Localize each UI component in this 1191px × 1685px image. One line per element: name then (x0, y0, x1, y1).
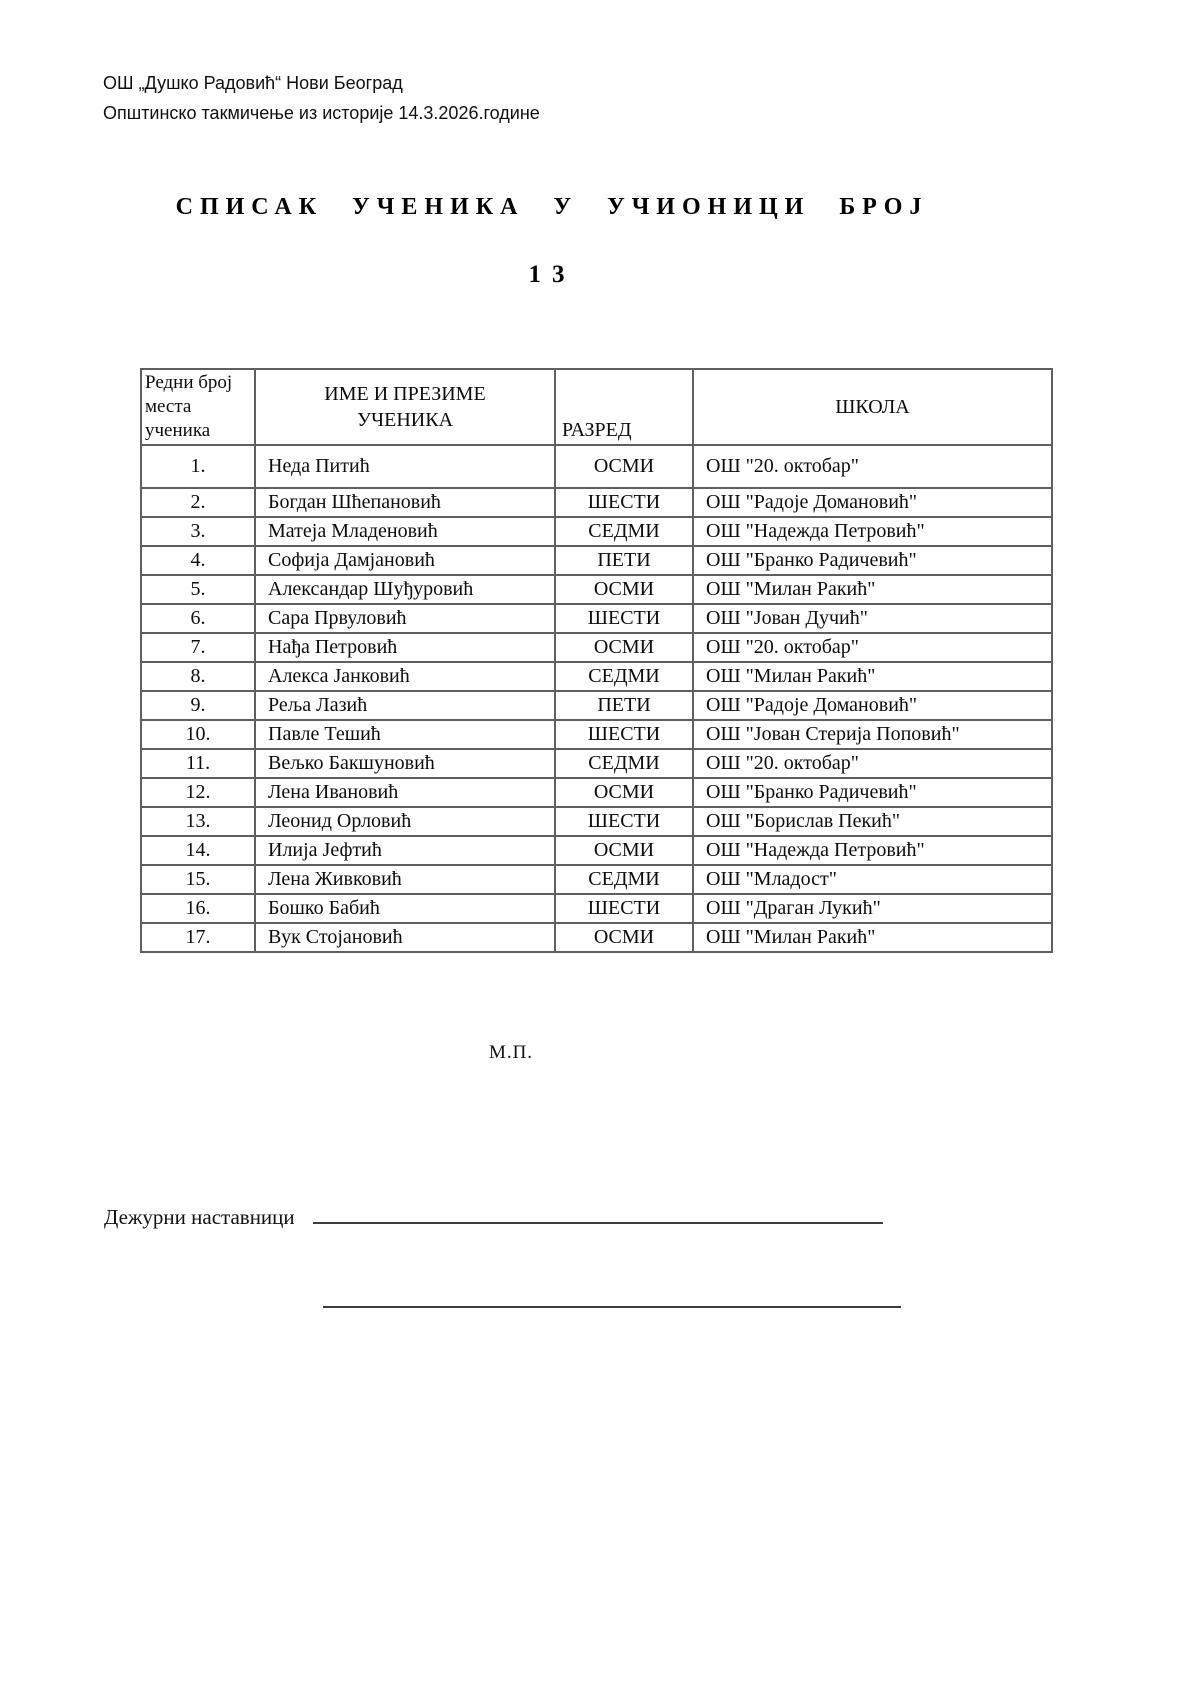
school-name-line: ОШ „Душко Радовић“ Нови Београд (103, 73, 403, 93)
column-header-ordinal: Редни број места ученика (141, 369, 255, 445)
cell-name: Вук Стојановић (255, 923, 555, 952)
cell-num: 16. (141, 894, 255, 923)
cell-school: ОШ "Борислав Пекић" (693, 807, 1052, 836)
cell-name: Богдан Шћепановић (255, 488, 555, 517)
cell-grade: ОСМИ (555, 836, 693, 865)
cell-name: Нађа Петровић (255, 633, 555, 662)
cell-grade: ШЕСТИ (555, 488, 693, 517)
table-row (141, 546, 1052, 575)
cell-grade: ОСМИ (555, 778, 693, 807)
cell-num: 2. (141, 488, 255, 517)
table-row (141, 691, 1052, 720)
cell-name: Алекса Јанковић (255, 662, 555, 691)
cell-num: 15. (141, 865, 255, 894)
table-row (141, 894, 1052, 923)
cell-num: 7. (141, 633, 255, 662)
cell-school: ОШ "Милан Ракић" (693, 662, 1052, 691)
table-row (141, 720, 1052, 749)
cell-name: Сара Првуловић (255, 604, 555, 633)
table-row (141, 488, 1052, 517)
table-row (141, 445, 1052, 488)
cell-school: ОШ "Јован Стерија Поповић" (693, 720, 1052, 749)
cell-grade: ПЕТИ (555, 546, 693, 575)
teachers-signature-row (104, 1201, 883, 1230)
table-row (141, 836, 1052, 865)
document-header (103, 68, 540, 128)
table-row (141, 749, 1052, 778)
cell-school: ОШ "Надежда Петровић" (693, 836, 1052, 865)
cell-name: Лена Живковић (255, 865, 555, 894)
cell-grade: СЕДМИ (555, 865, 693, 894)
cell-num: 1. (141, 445, 255, 488)
cell-name: Александар Шуђуровић (255, 575, 555, 604)
cell-school: ОШ "Милан Ракић" (693, 575, 1052, 604)
cell-num: 5. (141, 575, 255, 604)
column-header-name: ИМЕ И ПРЕЗИМЕ УЧЕНИКА (255, 369, 555, 445)
cell-school: ОШ "Милан Ракић" (693, 923, 1052, 952)
cell-school: ОШ "20. октобар" (693, 633, 1052, 662)
cell-grade: ОСМИ (555, 633, 693, 662)
table-row (141, 517, 1052, 546)
cell-num: 6. (141, 604, 255, 633)
cell-grade: ОСМИ (555, 923, 693, 952)
cell-num: 8. (141, 662, 255, 691)
table-row (141, 807, 1052, 836)
column-header-grade: РАЗРЕД (555, 369, 693, 445)
student-list-table (140, 368, 1053, 953)
cell-grade: ШЕСТИ (555, 807, 693, 836)
cell-name: Софија Дамјановић (255, 546, 555, 575)
cell-grade: ШЕСТИ (555, 720, 693, 749)
signature-line-1 (313, 1201, 883, 1224)
cell-school: ОШ "Радоје Домановић" (693, 691, 1052, 720)
table-row (141, 865, 1052, 894)
cell-name: Матеја Младеновић (255, 517, 555, 546)
cell-num: 9. (141, 691, 255, 720)
cell-name: Леонид Орловић (255, 807, 555, 836)
cell-name: Неда Питић (255, 445, 555, 488)
cell-school: ОШ "Бранко Радичевић" (693, 778, 1052, 807)
cell-num: 13. (141, 807, 255, 836)
competition-line: Општинско такмичење из историје 14.3.2026.године (103, 103, 540, 123)
table-row (141, 923, 1052, 952)
signature-line-2 (323, 1284, 901, 1308)
cell-grade: ШЕСТИ (555, 894, 693, 923)
table-row (141, 778, 1052, 807)
cell-grade: ПЕТИ (555, 691, 693, 720)
cell-school: ОШ "Јован Дучић" (693, 604, 1052, 633)
room-number: 13 (528, 261, 576, 288)
table-row (141, 662, 1052, 691)
cell-school: ОШ "Радоје Домановић" (693, 488, 1052, 517)
table-row (141, 575, 1052, 604)
cell-grade: ШЕСТИ (555, 604, 693, 633)
cell-name: Бошко Бабић (255, 894, 555, 923)
cell-name: Реља Лазић (255, 691, 555, 720)
stamp-placeholder: М.П. (488, 1042, 534, 1063)
table-row (141, 604, 1052, 633)
cell-grade: СЕДМИ (555, 662, 693, 691)
cell-school: ОШ "Младост" (693, 865, 1052, 894)
cell-num: 12. (141, 778, 255, 807)
teachers-label: Дежурни наставници (104, 1205, 295, 1229)
cell-school: ОШ "Бранко Радичевић" (693, 546, 1052, 575)
cell-school: ОШ "20. октобар" (693, 445, 1052, 488)
cell-grade: ОСМИ (555, 445, 693, 488)
cell-name: Павле Тешић (255, 720, 555, 749)
cell-num: 17. (141, 923, 255, 952)
table-header-row (141, 369, 1052, 445)
cell-num: 4. (141, 546, 255, 575)
cell-school: ОШ "20. октобар" (693, 749, 1052, 778)
cell-grade: СЕДМИ (555, 517, 693, 546)
cell-num: 10. (141, 720, 255, 749)
column-header-school: ШКОЛА (693, 369, 1052, 445)
cell-name: Лена Ивановић (255, 778, 555, 807)
table-row (141, 633, 1052, 662)
cell-school: ОШ "Надежда Петровић" (693, 517, 1052, 546)
cell-num: 11. (141, 749, 255, 778)
cell-name: Илија Јефтић (255, 836, 555, 865)
cell-school: ОШ "Драган Лукић" (693, 894, 1052, 923)
page-title: СПИСАК УЧЕНИКА У УЧИОНИЦИ БРОЈ (175, 194, 929, 220)
cell-num: 3. (141, 517, 255, 546)
cell-num: 14. (141, 836, 255, 865)
cell-name: Вељко Бакшуновић (255, 749, 555, 778)
table-body (141, 445, 1052, 952)
cell-grade: ОСМИ (555, 575, 693, 604)
cell-grade: СЕДМИ (555, 749, 693, 778)
